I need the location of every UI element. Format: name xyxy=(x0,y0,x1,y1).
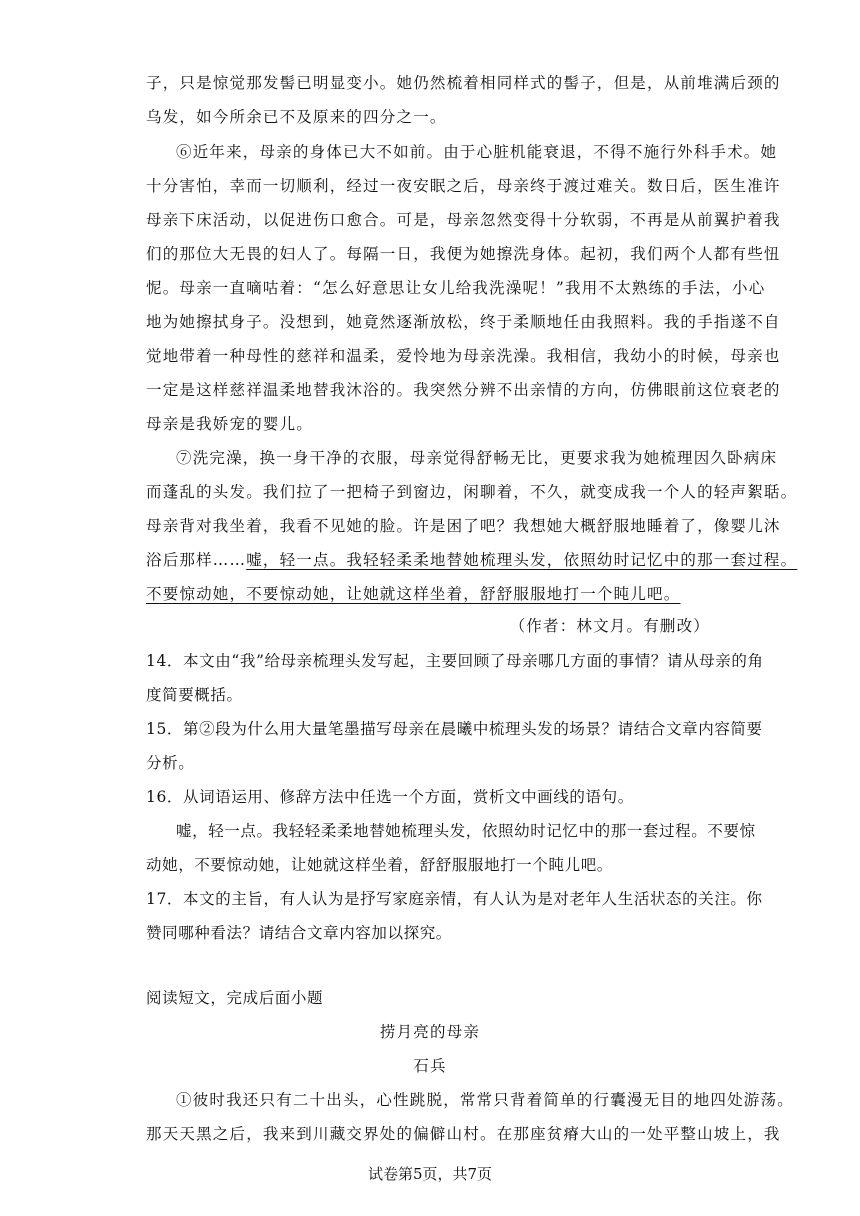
passage-line: 母亲背对我坐着，我看不见她的脸。许是困了吧？我想她大概舒服地睡着了，像婴儿沐 xyxy=(146,517,781,535)
passage-line: 母亲是我娇宠的婴儿。 xyxy=(146,415,314,433)
underlined-sentence: 嘘，轻一点。我轻轻柔柔地替她梳理头发，依照幼时记忆中的那一套过程。 xyxy=(246,551,798,569)
article-author: 石兵 xyxy=(413,1057,447,1075)
question-17-cont: 赞同哪种看法？请结合文章内容加以探究。 xyxy=(146,924,452,942)
passage-line xyxy=(146,584,716,604)
underlined-sentence: 不要惊动她，不要惊动她，让她就这样坐着，舒舒服服地打一个盹儿吧。 xyxy=(146,585,681,603)
reading-instruction: 阅读短文，完成后面小题 xyxy=(146,989,324,1007)
question-16: 16．从词语运用、修辞方法中任选一个方面，赏析文中画线的语句。 xyxy=(146,788,634,806)
passage-line: 一定是这样慈祥温柔地替我沐浴的。我突然分辨不出亲情的方向，仿佛眼前这位衰老的 xyxy=(146,381,781,399)
passage-line: 子，只是惊觉那发髻已明显变小。她仍然梳着相同样式的髻子，但是，从前堆满后颈的 xyxy=(146,74,781,92)
passage-text: 浴后那样…… xyxy=(146,551,247,569)
question-17: 17．本文的主旨，有人认为是抒写家庭亲情，有人认为是对老年人生活状态的关注。你 xyxy=(146,890,763,908)
passage-line: 而蓬乱的头发。我们拉了一把椅子到窗边，闲聊着，不久，就变成我一个人的轻声絮聒。 xyxy=(146,483,798,501)
question-16-quote: 嘘，轻一点。我轻轻柔柔地替她梳理头发，依照幼时记忆中的那一套过程。不要惊 xyxy=(176,822,756,840)
passage-line: 乌发，如今所余已不及原来的四分之一。 xyxy=(146,108,447,126)
paragraph-6-start: ⑥近年来，母亲的身体已大不如前。由于心脏机能衰退，不得不施行外科手术。她 xyxy=(176,143,778,161)
question-15-cont: 分析。 xyxy=(146,754,195,772)
paragraph-7-start: ⑦洗完澡，换一身干净的衣服，母亲觉得舒畅无比，更要求我为她梳理因久卧病床 xyxy=(176,449,778,467)
passage-line: 十分害怕，幸而一切顺利，经过一夜安眠之后，母亲终于渡过难关。数日后，医生准许 xyxy=(146,177,781,195)
passage-line: 那天天黑之后，我来到川藏交界处的偏僻山村。在那座贫瘠大山的一处平整山坡上，我 xyxy=(146,1125,781,1143)
passage-line: 们的那位大无畏的妇人了。每隔一日，我便为她擦洗身体。起初，我们两个人都有些忸 xyxy=(146,245,781,263)
question-16-quote-cont: 动她，不要惊动她，让她就这样坐着，舒舒服服地打一个盹儿吧。 xyxy=(146,856,613,874)
passage-line: 地为她擦拭身子。没想到，她竟然逐渐放松，终于柔顺地任由我照料。我的手指遂不自 xyxy=(146,313,781,331)
question-14-cont: 度简要概括。 xyxy=(146,686,243,704)
passage-line: 怩。母亲一直嘀咕着：“怎么好意思让女儿给我洗澡呢！”我用不太熟练的手法，小心 xyxy=(146,279,766,297)
passage-line xyxy=(146,550,798,570)
question-15: 15．第②段为什么用大量笔墨描写母亲在晨曦中梳理头发的场景？请结合文章内容简要 xyxy=(146,720,763,738)
passage-line: 母亲下床活动，以促进伤口愈合。可是，母亲忽然变得十分软弱，不再是从前翼护着我 xyxy=(146,211,781,229)
paragraph-1-start: ①彼时我还只有二十出头，心性跳脱，常常只背着简单的行囊漫无目的地四处游荡。 xyxy=(176,1091,794,1109)
article-title: 捞月亮的母亲 xyxy=(379,1023,481,1041)
passage-line: 觉地带着一种母性的慈祥和温柔，爱怜地为母亲洗澡。我相信，我幼小的时候，母亲也 xyxy=(146,347,781,365)
page-footer: 试卷第5页，共7页 xyxy=(367,1165,493,1183)
question-14: 14．本文由“我”给母亲梳理头发写起，主要回顾了母亲哪几方面的事情？请从母亲的角 xyxy=(146,652,764,670)
author-credit: （作者：林文月。有删改） xyxy=(509,617,710,635)
